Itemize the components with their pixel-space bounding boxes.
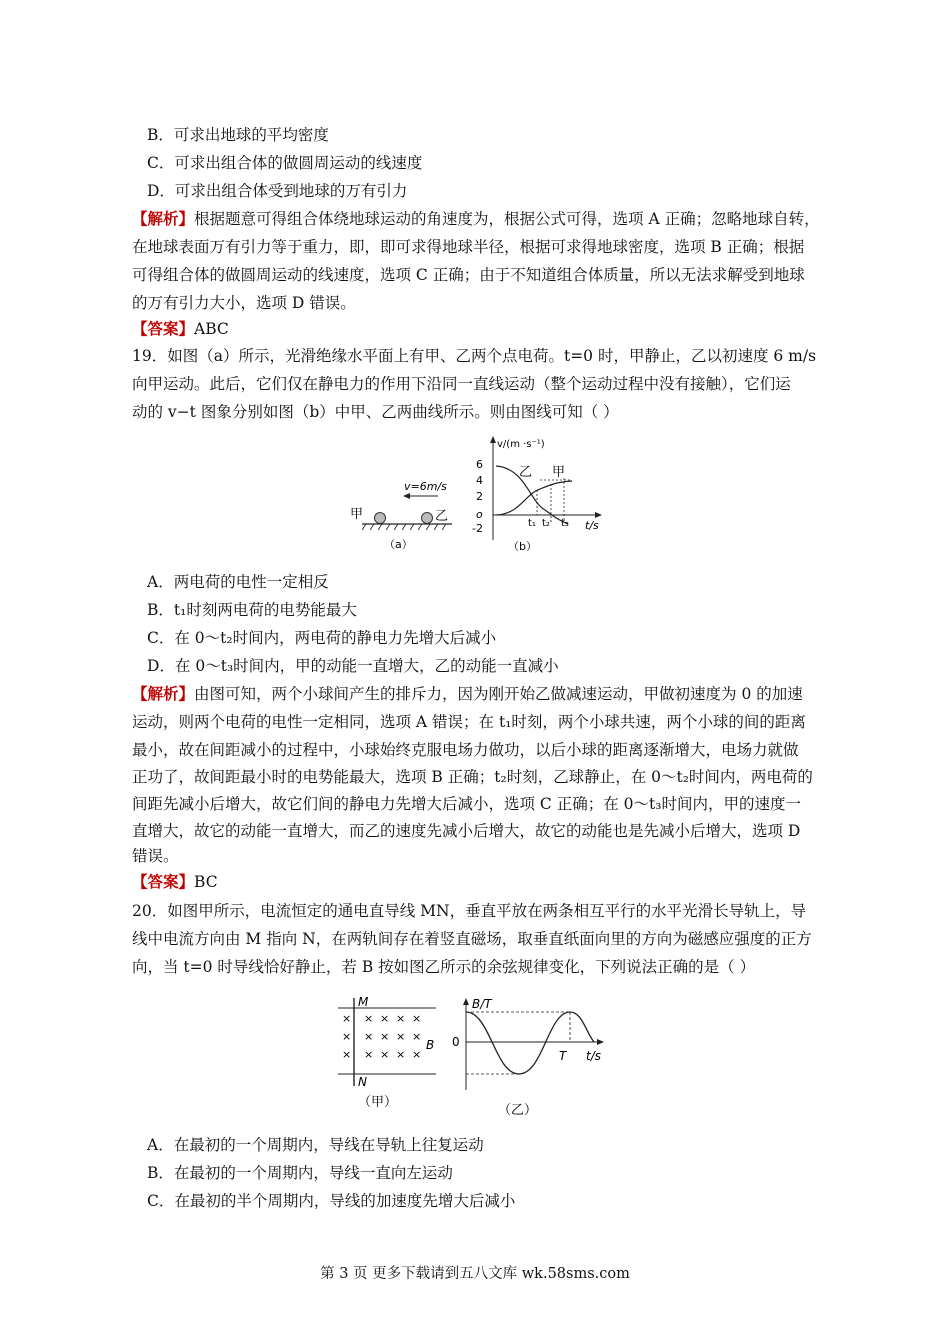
fig-b-tick-0: o xyxy=(476,508,483,521)
fig-yi-axis-y: B/T xyxy=(472,997,492,1011)
field-cross: × xyxy=(380,1048,390,1061)
fig-b-tick-4: 4 xyxy=(476,474,483,487)
fig-b-caption: （b） xyxy=(508,540,537,553)
q19-analysis-line-6: 直增大，故它的动能一直增大，而乙的速度先减小后增大，故它的动能也是先减小后增大，选项 D xyxy=(132,822,801,840)
q18-analysis-line-2: 在地球表面万有引力等于重力，即，即可求得地球半径，根据可求得地球密度，选项 B 正确；根据 xyxy=(132,238,805,256)
fig-a-label-jia: 甲 xyxy=(350,507,364,522)
field-cross: × xyxy=(396,1012,406,1025)
field-cross: × xyxy=(342,1012,352,1025)
fig-b-tick-2: 2 xyxy=(476,490,483,503)
cosine-curve xyxy=(466,1012,594,1074)
analysis-tag: 【解析】 xyxy=(132,209,195,228)
field-cross: × xyxy=(396,1030,406,1043)
q18-option-c: C．可求出组合体的做圆周运动的线速度 xyxy=(147,154,423,172)
fig-a-velocity-label: v=6m/s xyxy=(404,480,447,493)
q19-stem-line-1: 19．如图（a）所示，光滑绝缘水平面上有甲、乙两个点电荷。t=0 时，甲静止，乙以初速度 6 m/s xyxy=(132,347,817,365)
field-cross: × xyxy=(380,1030,390,1043)
fig-jia-caption: （甲） xyxy=(358,1095,398,1110)
field-cross: × xyxy=(364,1030,374,1043)
field-cross: × xyxy=(364,1012,374,1025)
answer-tag: 【答案】 xyxy=(132,872,195,891)
q19-option-a: A．两电荷的电性一定相反 xyxy=(147,573,329,591)
q20-option-b: B．在最初的一个周期内，导线一直向左运动 xyxy=(147,1164,453,1182)
field-cross: × xyxy=(396,1048,406,1061)
q20-stem-line-1: 20．如图甲所示，电流恒定的通电直导线 MN，垂直平放在两条相互平行的水平光滑长导轨上，导 xyxy=(132,902,807,920)
fig-jia-label-b: B xyxy=(426,1038,435,1052)
fig-yi-origin: 0 xyxy=(452,1035,460,1049)
q19-analysis-line-3: 最小，故在间距减小的过程中，小球始终克服电场力做功，以后小球的距离逐渐增大，电场力就做 xyxy=(132,741,799,759)
fig-b-curve-yi-label: 乙 xyxy=(519,465,533,480)
q18-option-d: D．可求出组合体受到地球的万有引力 xyxy=(147,182,408,200)
q19-stem-line-2: 向甲运动。此后，它们仅在静电力的作用下沿同一直线运动（整个运动过程中没有接触），它们运 xyxy=(132,375,791,393)
fig-b-axis-x: t/s xyxy=(585,519,599,532)
fig-yi-caption: （乙） xyxy=(498,1103,538,1118)
fig-b-tick-t2: t₂ xyxy=(542,518,550,529)
q20-figure xyxy=(330,994,620,1124)
field-cross: × xyxy=(342,1030,352,1043)
q19-analysis-line-5: 间距先减小后增大，故它们间的静电力先增大后减小，选项 C 正确；在 0～t₃时间内，甲的速度一 xyxy=(132,795,801,813)
field-cross: × xyxy=(342,1048,352,1061)
field-cross: × xyxy=(412,1012,422,1025)
fig-b-tick-6: 6 xyxy=(476,458,483,471)
field-cross: × xyxy=(364,1048,374,1061)
q18-analysis-line-3: 可得组合体的做圆周运动的线速度，选项 C 正确；由于不知道组合体质量，所以无法求解受到地球 xyxy=(132,266,805,284)
fig-jia-label-n: N xyxy=(358,1075,367,1089)
fig-b-axis-y: v/(m ·s⁻¹) xyxy=(497,439,545,450)
field-cross: × xyxy=(412,1030,422,1043)
q19-stem-line-3: 动的 v−t 图象分别如图（b）中甲、乙两曲线所示。则由图线可知（ ） xyxy=(132,403,619,421)
q20-option-c: C．在最初的半个周期内，导线的加速度先增大后减小 xyxy=(147,1192,516,1210)
charge-yi xyxy=(422,513,433,524)
q19-option-c: C．在 0～t₂时间内，两电荷的静电力先增大后减小 xyxy=(147,629,497,647)
q19-answer: 【答案】BC xyxy=(132,872,218,891)
q18-option-b: B．可求出地球的平均密度 xyxy=(147,126,329,144)
q18-answer: 【答案】ABC xyxy=(132,319,229,338)
q19-analysis-line-1: 【解析】由图可知，两个小球间产生的排斥力，因为刚开始乙做减速运动，甲做初速度为 0 的加速 xyxy=(132,684,803,703)
fig-b-curve-jia-label: 甲 xyxy=(552,465,566,480)
fig-b-tick-neg2: -2 xyxy=(472,522,483,535)
field-cross: × xyxy=(380,1012,390,1025)
fig-yi-axis-x: t/s xyxy=(586,1049,601,1063)
q19-option-d: D．在 0～t₃时间内，甲的动能一直增大，乙的动能一直减小 xyxy=(147,657,559,675)
fig-b-tick-t3: t₃ xyxy=(561,518,569,529)
analysis-tag: 【解析】 xyxy=(132,684,195,703)
answer-tag: 【答案】 xyxy=(132,319,195,338)
q20-option-a: A．在最初的一个周期内，导线在导轨上往复运动 xyxy=(147,1136,484,1154)
fig-a-caption: （a） xyxy=(384,538,413,551)
fig-a-label-yi: 乙 xyxy=(435,509,449,524)
charge-jia xyxy=(375,513,386,524)
q18-analysis-line-4: 的万有引力大小，选项 D 错误。 xyxy=(132,294,356,312)
q19-figure xyxy=(340,432,620,557)
q18-analysis-line-1: 【解析】根据题意可得组合体绕地球运动的角速度为，根据公式可得，选项 A 正确；忽略地球自转， xyxy=(132,209,820,228)
field-cross: × xyxy=(412,1048,422,1061)
fig-yi-label-t: T xyxy=(559,1049,567,1063)
q19-analysis-line-2: 运动，则两个电荷的电性一定相同，选项 A 错误；在 t₁时刻，两个小球共速，两个小球的间的距离 xyxy=(132,713,806,731)
fig-jia-label-m: M xyxy=(358,995,369,1009)
q19-analysis-line-4: 正功了，故间距最小时的电势能最大，选项 B 正确；t₂时刻，乙球静止，在 0～t₂时间内，两电荷的 xyxy=(132,768,813,786)
q19-option-b: B．t₁时刻两电荷的电势能最大 xyxy=(147,601,357,619)
q19-analysis-line-7: 错误。 xyxy=(132,847,179,865)
page-footer: 第 3 页 更多下载请到五八文库 wk.58sms.com xyxy=(320,1266,630,1282)
q20-stem-line-2: 线中电流方向由 M 指向 N，在两轨间存在着竖直磁场，取垂直纸面向里的方向为磁感应强度的正方 xyxy=(132,930,812,948)
q20-stem-line-3: 向，当 t=0 时导线恰好静止，若 B 按如图乙所示的余弦规律变化，下列说法正确的是（ ） xyxy=(132,958,756,976)
fig-b-tick-t1: t₁ xyxy=(528,518,536,529)
